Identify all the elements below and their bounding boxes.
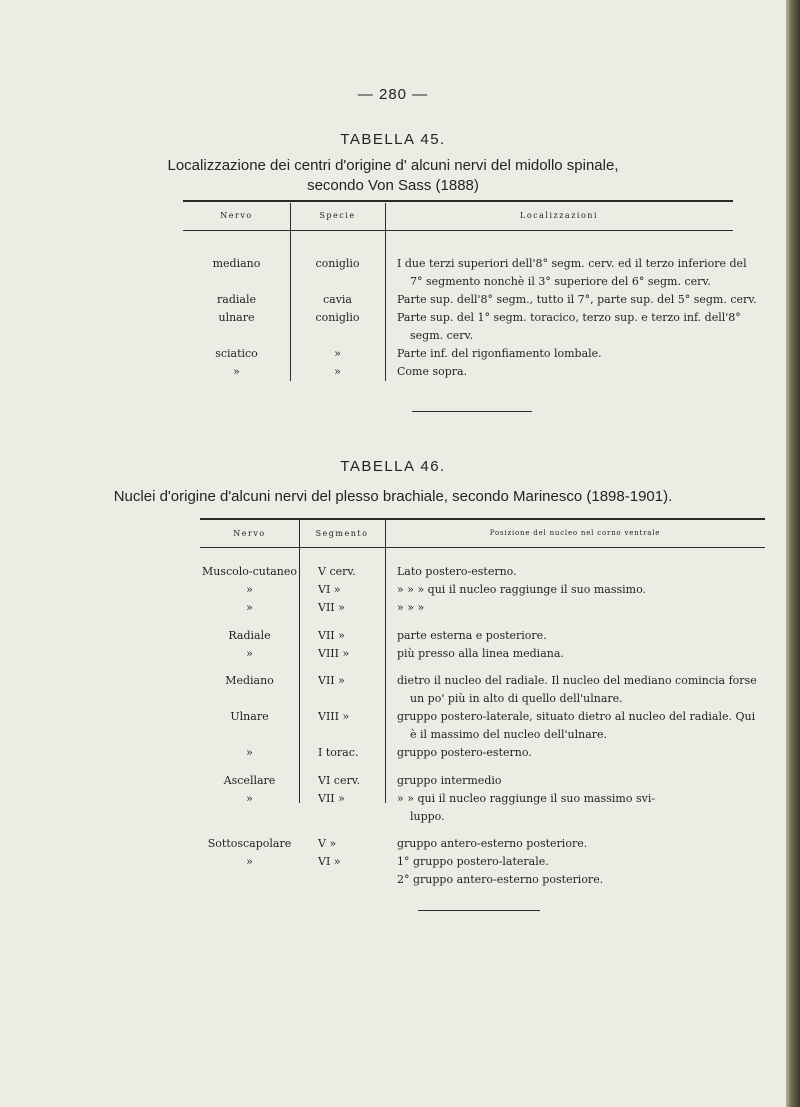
table46-row1-nervo: Muscolo-cutaneo <box>201 565 298 578</box>
table46-end-rule <box>418 910 540 911</box>
table46-row7-pos-cont: è il massimo del nucleo dell'ulnare. <box>410 728 608 741</box>
table46-row6-pos: dietro il nucleo del radiale. Il nucleo del mediano comincia forse <box>397 674 757 687</box>
table46-top-rule <box>200 518 765 520</box>
table46-row6-pos-cont: un po' più in alto di quello dell'ulnare. <box>410 692 623 705</box>
page-number: — 280 — <box>357 86 429 103</box>
table46-row11-seg: V » <box>318 837 337 850</box>
table45-row1-specie: coniglio <box>315 257 360 270</box>
table46-row4-pos: parte esterna e posteriore. <box>397 629 547 642</box>
table46-row7-nervo: Ulnare <box>230 710 269 723</box>
table46-row2-pos: » » » qui il nucleo raggiunge il suo massimo. <box>397 583 646 596</box>
table46-header-segmento: Segmento <box>315 529 369 538</box>
table46-row8-seg: I torac. <box>318 746 359 759</box>
table46-row8-nervo: » <box>246 746 253 759</box>
table45-row3-loc: Parte sup. del 1° segm. toracico, terzo sup. e terzo inf. dell'8° <box>397 311 741 324</box>
table45-row1-nervo: mediano <box>212 257 261 270</box>
table46-row12-nervo: » <box>246 855 253 868</box>
table46-row10-nervo: » <box>246 792 253 805</box>
table45-row2-loc: Parte sup. dell'8° segm., tutto il 7°, parte sup. del 5° segm. cerv. <box>397 293 757 306</box>
table46-row12-seg: VI » <box>318 855 341 868</box>
table46-row3-pos: » » » <box>397 601 425 614</box>
table45-header-specie: Specie <box>319 211 356 220</box>
table45-row5-specie: » <box>334 365 341 378</box>
table46-row6-nervo: Mediano <box>225 674 274 687</box>
table46-row3-nervo: » <box>246 601 253 614</box>
table46-row12-pos-cont: 2° gruppo antero-esterno posteriore. <box>397 873 604 886</box>
table46-row7-seg: VIII » <box>318 710 350 723</box>
table45-row5-nervo: » <box>233 365 240 378</box>
table46-row9-pos: gruppo intermedio <box>397 774 502 787</box>
table46-header-nervo: Nervo <box>233 529 266 538</box>
table46-header-posizione: Posizione del nucleo nel corno ventrale <box>489 529 661 537</box>
table46-row4-nervo: Radiale <box>228 629 271 642</box>
table46-row5-pos: più presso alla linea mediana. <box>397 647 564 660</box>
table45-row2-nervo: radiale <box>217 293 256 306</box>
table45-subtitle-line2: secondo Von Sass (1888) <box>307 177 479 194</box>
table45-row5-loc: Come sopra. <box>397 365 468 378</box>
table46-row2-seg: VI » <box>318 583 341 596</box>
table45-row3-nervo: ulnare <box>218 311 255 324</box>
table45-row4-loc: Parte inf. del rigonfiamento lombale. <box>397 347 602 360</box>
table46-row3-seg: VII » <box>318 601 345 614</box>
table45-row3-loc-cont: segm. cerv. <box>410 329 473 342</box>
table45-row4-specie: » <box>334 347 341 360</box>
table45-row3-specie: coniglio <box>315 311 360 324</box>
table46-row5-nervo: » <box>246 647 253 660</box>
table46-row11-nervo: Sottoscapolare <box>207 837 292 850</box>
table46-row5-seg: VIII » <box>318 647 350 660</box>
table46-row6-seg: VII » <box>318 674 345 687</box>
table46-row4-seg: VII » <box>318 629 345 642</box>
table45-row1-loc: I due terzi superiori dell'8° segm. cerv. ed il terzo inferiore del <box>397 257 747 270</box>
table46-row12-pos: 1° gruppo postero-laterale. <box>397 855 549 868</box>
table46-subtitle: Nuclei d'origine d'alcuni nervi del plesso brachiale, secondo Marinesco (1898-1901). <box>113 488 673 505</box>
table45-top-rule <box>183 200 733 202</box>
table45-header-rule <box>183 230 733 231</box>
table45-col-divider-2 <box>385 203 386 381</box>
table45-end-rule <box>412 411 532 412</box>
table46-row10-pos-cont: luppo. <box>410 810 445 823</box>
table45-header-nervo: Nervo <box>220 211 253 220</box>
table46-row11-pos: gruppo antero-esterno posteriore. <box>397 837 588 850</box>
table46-row9-nervo: Ascellare <box>223 774 276 787</box>
table45-subtitle-line1: Localizzazione dei centri d'origine d' alcuni nervi del midollo spinale, <box>167 157 619 174</box>
table45-row2-specie: cavia <box>322 293 352 306</box>
table45-row4-nervo: sciatico <box>215 347 258 360</box>
table46-row1-pos: Lato postero-esterno. <box>397 565 517 578</box>
table46-row10-seg: VII » <box>318 792 345 805</box>
table46-row8-pos: gruppo postero-esterno. <box>397 746 532 759</box>
table46-row2-nervo: » <box>246 583 253 596</box>
table45-row1-loc-cont: 7° segmento nonchè il 3° superiore del 6° segm. cerv. <box>410 275 711 288</box>
table46-title: TABELLA 46. <box>340 458 446 475</box>
table46-row10-pos: » » qui il nucleo raggiunge il suo massimo svi- <box>397 792 656 805</box>
table46-row7-pos: gruppo postero-laterale, situato dietro al nucleo del radiale. Qui <box>397 710 756 723</box>
table45-header-localizzazioni: Localizzazioni <box>520 211 598 220</box>
table46-header-rule <box>200 547 765 548</box>
table46-row1-seg: V cerv. <box>318 565 356 578</box>
table46-row9-seg: VI cerv. <box>318 774 361 787</box>
table45-title: TABELLA 45. <box>340 131 446 148</box>
table46-col-divider-2 <box>385 520 386 803</box>
book-spine-edge <box>786 0 800 1107</box>
